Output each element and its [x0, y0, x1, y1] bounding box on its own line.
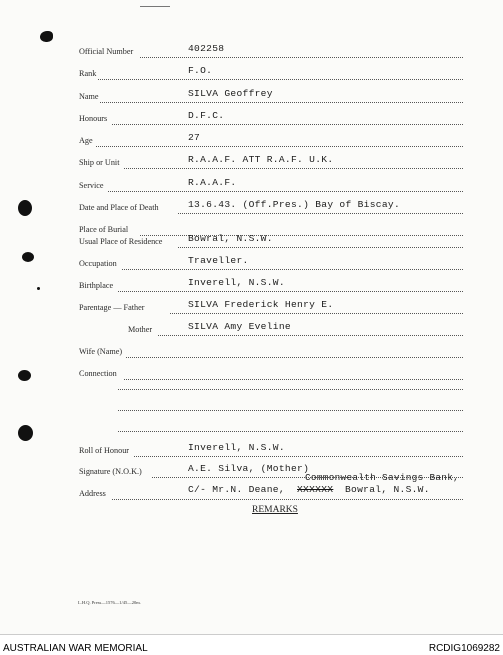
punch-mark-small — [37, 287, 40, 290]
label-connection: Connection — [79, 369, 117, 378]
value-ship-or-unit: R.A.A.F. ATT R.A.F. U.K. — [188, 154, 334, 165]
punch-hole-4 — [18, 370, 31, 381]
value-name: SILVA Geoffrey — [188, 88, 273, 99]
value-occupation: Traveller. — [188, 255, 249, 266]
dots-official-number — [140, 57, 463, 58]
label-ship-or-unit: Ship or Unit — [79, 158, 120, 167]
dots-address — [112, 499, 463, 500]
value-signature: A.E. Silva, (Mother) — [188, 463, 310, 474]
label-birthplace: Birthplace — [79, 281, 114, 290]
value-age: 27 — [188, 132, 201, 143]
value-address-above: Commonwealth Savings Bank, — [305, 472, 460, 483]
punch-hole-5 — [18, 425, 33, 441]
dots-occupation — [122, 269, 463, 270]
dots-birthplace — [118, 291, 463, 292]
label-service: Service — [79, 181, 104, 190]
value-honours: D.F.C. — [188, 110, 225, 121]
value-address-town: Bowral, N.S.W. — [345, 484, 430, 495]
dots-roll-of-honour — [134, 456, 463, 457]
value-service: R.A.A.F. — [188, 177, 237, 188]
label-wife: Wife (Name) — [79, 347, 123, 356]
label-place-of-burial: Place of Burial — [79, 225, 129, 234]
value-address-main: C/- Mr.N. Deane, — [188, 484, 285, 495]
value-usual-residence: Bowral, N.S.W. — [188, 233, 273, 244]
label-occupation: Occupation — [79, 259, 117, 268]
label-date-place-of-death: Date and Place of Death — [79, 203, 159, 212]
dots-wife — [126, 357, 463, 358]
label-honours: Honours — [79, 114, 108, 123]
label-name: Name — [79, 92, 99, 101]
dots-connection — [124, 379, 463, 380]
value-roll-of-honour: Inverell, N.S.W. — [188, 442, 285, 453]
scan-mark-top — [140, 6, 170, 7]
label-age: Age — [79, 136, 93, 145]
label-signature: Signature (N.O.K.) — [79, 467, 142, 476]
dots-name — [100, 102, 463, 103]
punch-hole-top — [40, 31, 53, 42]
label-roll-of-honour: Roll of Honour — [79, 446, 130, 455]
dots-honours — [112, 124, 463, 125]
dots-connection-line-3 — [118, 410, 463, 411]
value-mother: SILVA Amy Eveline — [188, 321, 291, 332]
value-address-struck: XXXXXX — [297, 484, 334, 495]
dots-connection-line-2 — [118, 389, 463, 390]
label-rank: Rank — [79, 69, 97, 78]
dots-age — [96, 146, 463, 147]
form-code: L.H.Q. Press—1576—1/45—20m. — [78, 600, 141, 605]
dots-mother — [158, 335, 463, 336]
remarks-heading: REMARKS — [252, 505, 298, 515]
label-address: Address — [79, 489, 106, 498]
value-rank: F.O. — [188, 65, 213, 76]
dots-ship-or-unit — [124, 168, 463, 169]
dots-service — [108, 191, 463, 192]
dots-connection-line-4 — [118, 431, 463, 432]
punch-hole-3 — [22, 252, 34, 262]
value-birthplace: Inverell, N.S.W. — [188, 277, 285, 288]
punch-hole-2 — [18, 200, 32, 216]
dots-father — [170, 313, 463, 314]
label-official-number: Official Number — [79, 47, 134, 56]
value-father: SILVA Frederick Henry E. — [188, 299, 334, 310]
archive-record-id: RCDIG1069282 — [428, 643, 500, 654]
value-official-number: 402258 — [188, 43, 225, 54]
dots-usual-residence — [178, 247, 463, 248]
label-mother: Mother — [128, 325, 153, 334]
label-usual-residence: Usual Place of Residence — [79, 237, 163, 246]
dots-rank — [98, 79, 463, 80]
dots-date-place-of-death — [178, 213, 463, 214]
value-date-place-of-death: 13.6.43. (Off.Pres.) Bay of Biscay. — [188, 199, 401, 210]
label-father: Parentage — Father — [79, 303, 145, 312]
archive-source: AUSTRALIAN WAR MEMORIAL — [3, 643, 148, 654]
